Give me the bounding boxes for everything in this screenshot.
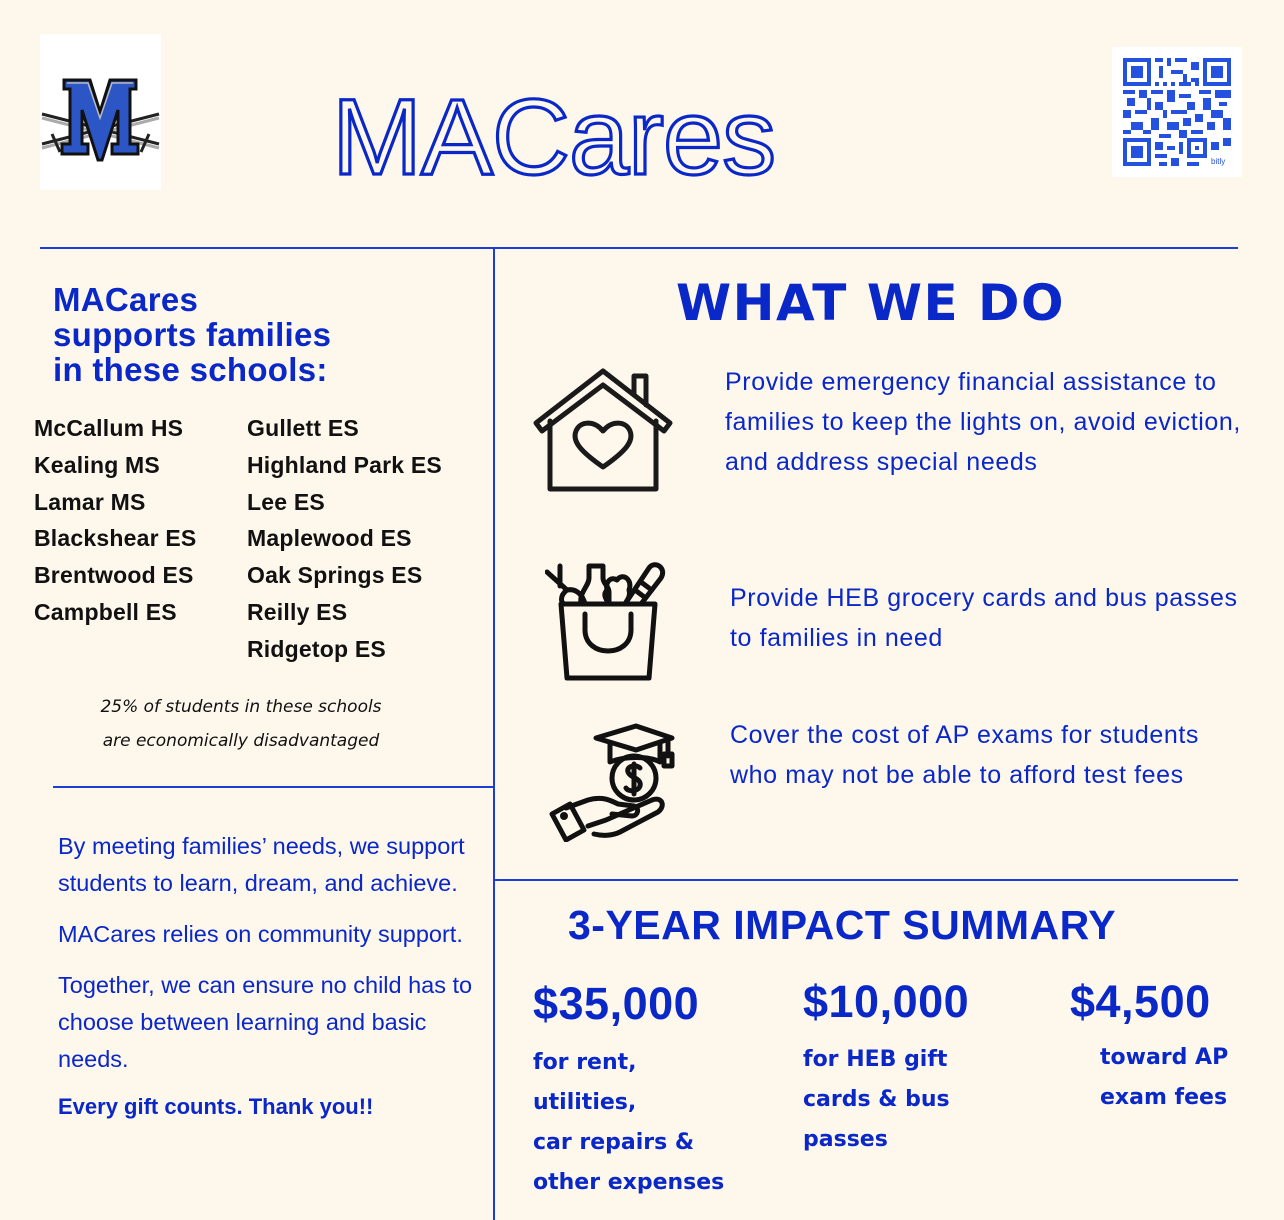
- service-emergency-assistance: Provide emergency financial assistance to families to keep the lights on, avoid eviction, and address special needs: [725, 368, 1241, 476]
- center-vertical-divider: [493, 247, 495, 1220]
- m-shield-logo-icon: [40, 52, 161, 172]
- service-grocery-cards: Provide HEB grocery cards and bus passes to families in need: [730, 584, 1238, 652]
- left-section-divider: [53, 786, 494, 788]
- school-item: Lamar MS: [34, 488, 146, 515]
- qr-code-icon: [1123, 58, 1231, 166]
- schools-heading: [53, 282, 473, 387]
- economic-stat-note: [60, 690, 422, 758]
- schools-heading-line: supports families: [53, 316, 332, 353]
- impact-desc-line: for rent,: [533, 1050, 637, 1075]
- impact-desc-line: other expenses: [533, 1170, 725, 1195]
- impact-desc-line: for HEB gift: [803, 1047, 948, 1072]
- what-we-do-heading: WHAT WE DO: [676, 274, 1066, 332]
- svg-text:bitly: bitly: [1211, 157, 1226, 166]
- school-item: Maplewood ES: [247, 525, 412, 552]
- school-item: Highland Park ES: [247, 451, 442, 478]
- stat-note-line: are economically disadvantaged: [102, 731, 380, 751]
- impact-desc-ap: [1100, 1038, 1228, 1118]
- impact-desc-line: toward AP: [1100, 1045, 1229, 1070]
- schools-heading-line: in these schools:: [53, 351, 328, 388]
- school-item: Reilly ES: [247, 598, 348, 625]
- school-item: Brentwood ES: [34, 562, 194, 589]
- top-divider: [40, 247, 1238, 249]
- thank-you-text: Every gift counts. Thank you!!: [58, 1094, 374, 1119]
- impact-desc-line: passes: [803, 1127, 888, 1152]
- impact-desc-line: car repairs &: [533, 1130, 695, 1155]
- impact-amount-heb: $10,000: [803, 976, 970, 1027]
- school-item: Blackshear ES: [34, 525, 197, 552]
- right-section-divider: [494, 879, 1238, 881]
- page-title-text: MACares: [332, 76, 776, 194]
- grocery-bag-icon: [545, 560, 670, 685]
- impact-desc-heb: [803, 1040, 950, 1160]
- school-item: Lee ES: [247, 488, 325, 515]
- page-title: [330, 64, 890, 194]
- impact-desc-line: utilities,: [533, 1090, 637, 1115]
- closing-message: [58, 828, 478, 1139]
- closing-paragraph: MACares relies on community support.: [58, 921, 463, 947]
- schools-column-2: [247, 410, 442, 668]
- donation-qr-code[interactable]: [1112, 47, 1242, 177]
- closing-paragraph: By meeting families’ needs, we support students to learn, dream, and achieve.: [58, 833, 465, 896]
- school-item: Oak Springs ES: [247, 562, 423, 589]
- school-item: McCallum HS: [34, 415, 184, 441]
- schools-column-1: [34, 410, 247, 668]
- schools-list: [34, 410, 484, 668]
- house-heart-icon: [530, 365, 676, 495]
- impact-amount-rent: $35,000: [533, 978, 700, 1029]
- schools-heading-line: MACares: [53, 281, 199, 318]
- school-logo: [40, 34, 161, 190]
- school-item: Kealing MS: [34, 451, 160, 478]
- impact-summary-heading: 3-YEAR IMPACT SUMMARY: [568, 902, 1117, 948]
- impact-desc-line: cards & bus: [803, 1087, 950, 1112]
- school-item: Ridgetop ES: [247, 635, 386, 662]
- stat-note-line: 25% of students in these schools: [100, 697, 382, 717]
- service-ap-exams: Cover the cost of AP exams for students who may not be able to afford test fees: [730, 721, 1199, 789]
- school-item: Campbell ES: [34, 598, 177, 625]
- closing-paragraph: Together, we can ensure no child has to choose between learning and basic needs.: [58, 972, 473, 1072]
- school-item: Gullett ES: [247, 415, 359, 441]
- hand-money-graduation-icon: [548, 720, 680, 842]
- impact-desc-line: exam fees: [1100, 1085, 1228, 1110]
- impact-desc-rent: [533, 1043, 724, 1203]
- impact-amount-ap: $4,500: [1070, 976, 1211, 1027]
